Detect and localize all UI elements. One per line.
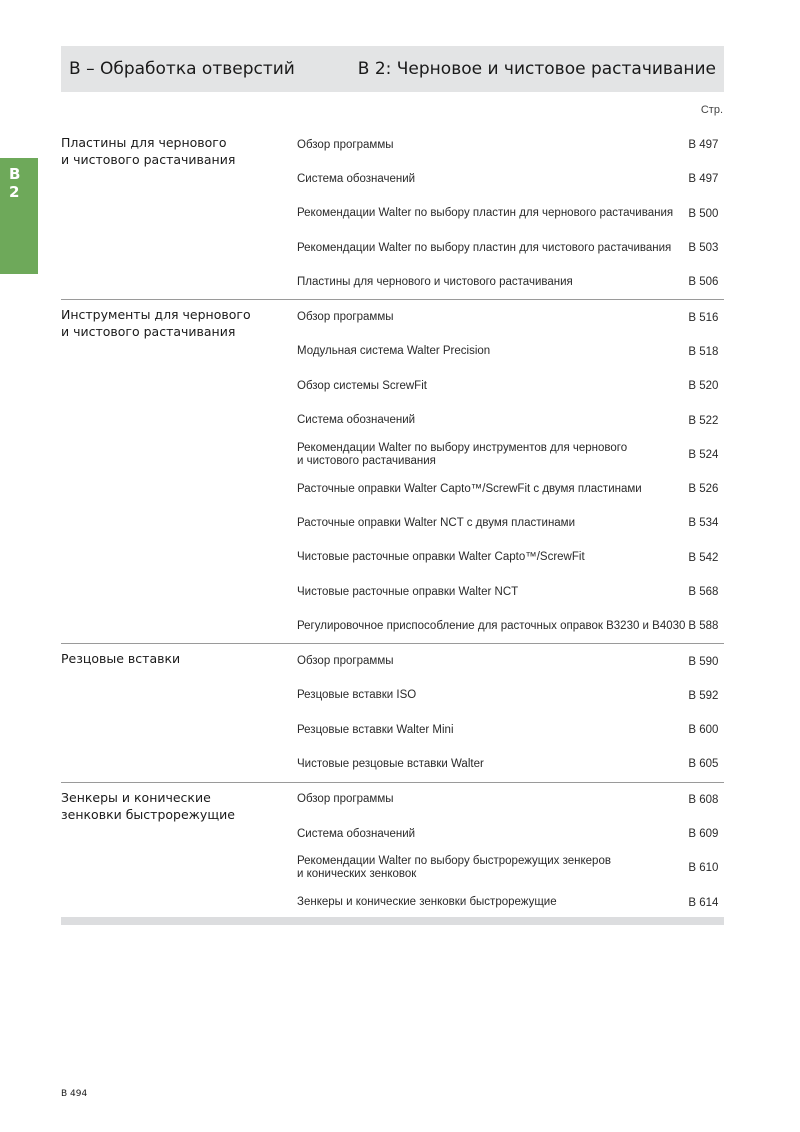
toc-entry-label: Обзор программы bbox=[297, 138, 394, 151]
toc-entry-page: B 614 bbox=[688, 896, 719, 909]
toc-entry-page: B 534 bbox=[688, 517, 719, 530]
toc-entry[interactable] bbox=[297, 369, 724, 403]
section-title: B 2: Черновое и чистовое растачивание bbox=[357, 59, 716, 79]
toc-entry[interactable] bbox=[297, 335, 724, 369]
toc-entry[interactable] bbox=[297, 197, 724, 231]
toc-entry-page: B 524 bbox=[688, 448, 719, 461]
toc-entry-label: Регулировочное приспособление для расточных оправок B3230 и B4030 bbox=[297, 619, 686, 632]
toc-section bbox=[61, 783, 724, 920]
page-header bbox=[61, 46, 724, 92]
toc-entry[interactable] bbox=[297, 438, 724, 472]
chapter-title: B – Обработка отверстий bbox=[69, 59, 295, 79]
toc-section-title: Зенкеры и конические зенковки быстрорежущие bbox=[61, 789, 235, 822]
toc-entry-label: Рекомендации Walter по выбору быстрорежущих зенкеров и конических зенковок bbox=[297, 855, 611, 881]
toc-entry-page: B 609 bbox=[688, 828, 719, 841]
table-of-contents bbox=[61, 128, 724, 920]
toc-entry[interactable] bbox=[297, 541, 724, 575]
toc-entry-label: Чистовые резцовые вставки Walter bbox=[297, 757, 484, 770]
toc-entry[interactable] bbox=[297, 231, 724, 265]
toc-entry-label: Резцовые вставки Walter Mini bbox=[297, 723, 454, 736]
chapter-side-tab: B 2 bbox=[0, 158, 38, 274]
toc-entry-label: Резцовые вставки ISO bbox=[297, 689, 417, 702]
toc-entry[interactable] bbox=[297, 403, 724, 437]
toc-section bbox=[61, 128, 724, 300]
toc-entry-page: B 590 bbox=[688, 655, 719, 668]
footer-divider bbox=[61, 917, 724, 925]
toc-entry[interactable] bbox=[297, 128, 724, 162]
toc-entry-page: B 605 bbox=[688, 758, 719, 771]
toc-entry-label: Система обозначений bbox=[297, 172, 416, 185]
toc-section-title: Пластины для чернового и чистового растачивания bbox=[61, 135, 236, 167]
toc-entry-label: Обзор программы bbox=[297, 655, 394, 668]
toc-entry-page: B 520 bbox=[688, 380, 719, 393]
toc-entry-label: Система обозначений bbox=[297, 414, 416, 427]
toc-entry-label: Рекомендации Walter по выбору пластин для чернового растачивания bbox=[297, 207, 674, 220]
toc-entry-page: B 506 bbox=[688, 276, 719, 289]
toc-entry-label: Рекомендации Walter по выбору инструментов для чернового и чистового растачивания bbox=[297, 441, 628, 467]
toc-entry-label: Обзор программы bbox=[297, 793, 394, 806]
toc-entry-page: B 600 bbox=[688, 724, 719, 737]
toc-entry-label: Модульная система Walter Precision bbox=[297, 345, 491, 358]
toc-entry-label: Пластины для чернового и чистового растачивания bbox=[297, 275, 573, 288]
toc-entry[interactable] bbox=[297, 713, 724, 747]
toc-section bbox=[61, 644, 724, 782]
toc-entry[interactable] bbox=[297, 300, 724, 334]
toc-entry[interactable] bbox=[297, 472, 724, 506]
toc-entry[interactable] bbox=[297, 162, 724, 196]
toc-section bbox=[61, 300, 724, 644]
toc-entry-label: Обзор программы bbox=[297, 311, 394, 324]
page-column-label: Стр. bbox=[700, 104, 723, 116]
toc-entry-label: Чистовые расточные оправки Walter NCT bbox=[297, 585, 519, 598]
toc-entry[interactable] bbox=[297, 575, 724, 609]
toc-entry-page: B 568 bbox=[688, 586, 719, 598]
toc-entry-label: Рекомендации Walter по выбору пластин для чистового растачивания bbox=[297, 241, 672, 254]
toc-entry-label: Чистовые расточные оправки Walter Capto™/ScrewFit bbox=[297, 551, 585, 564]
toc-entry-label: Расточные оправки Walter NCT с двумя пластинами bbox=[297, 516, 576, 529]
toc-entry[interactable] bbox=[297, 747, 724, 781]
toc-entry-page: B 497 bbox=[688, 173, 719, 186]
toc-entry[interactable] bbox=[297, 886, 724, 920]
toc-entry-page: B 522 bbox=[688, 414, 719, 427]
toc-entry-page: B 608 bbox=[688, 793, 719, 806]
toc-entry[interactable] bbox=[297, 851, 724, 885]
toc-entry-label: Обзор системы ScrewFit bbox=[297, 379, 427, 392]
toc-entry-label: Зенкеры и конические зенковки быстрорежущие bbox=[297, 896, 557, 909]
toc-entry-page: B 516 bbox=[688, 311, 719, 324]
toc-entry-label: Расточные оправки Walter Capto™/ScrewFit с двумя пластинами bbox=[297, 482, 642, 495]
toc-entry-page: B 526 bbox=[688, 483, 719, 496]
toc-entry-page: B 518 bbox=[688, 345, 719, 358]
toc-entry[interactable] bbox=[297, 644, 724, 678]
toc-section-title: Инструменты для чернового и чистового растачивания bbox=[61, 307, 251, 340]
toc-entry[interactable] bbox=[297, 679, 724, 713]
toc-entry-page: B 610 bbox=[688, 862, 719, 875]
toc-entry[interactable] bbox=[297, 265, 724, 299]
toc-section-title: Резцовые вставки bbox=[61, 651, 181, 667]
toc-entry[interactable] bbox=[297, 783, 724, 817]
toc-entry[interactable] bbox=[297, 609, 724, 643]
toc-entry-label: Система обозначений bbox=[297, 827, 416, 840]
toc-entry-page: B 503 bbox=[688, 242, 719, 255]
toc-entry[interactable] bbox=[297, 506, 724, 540]
toc-entry-page: B 497 bbox=[688, 139, 719, 152]
toc-entry-page: B 592 bbox=[688, 689, 719, 702]
toc-entry-page: B 588 bbox=[688, 620, 719, 633]
toc-entry-page: B 500 bbox=[688, 207, 719, 220]
toc-entry[interactable] bbox=[297, 817, 724, 851]
page-number: B 494 bbox=[61, 1089, 88, 1099]
toc-entry-page: B 542 bbox=[688, 551, 719, 564]
